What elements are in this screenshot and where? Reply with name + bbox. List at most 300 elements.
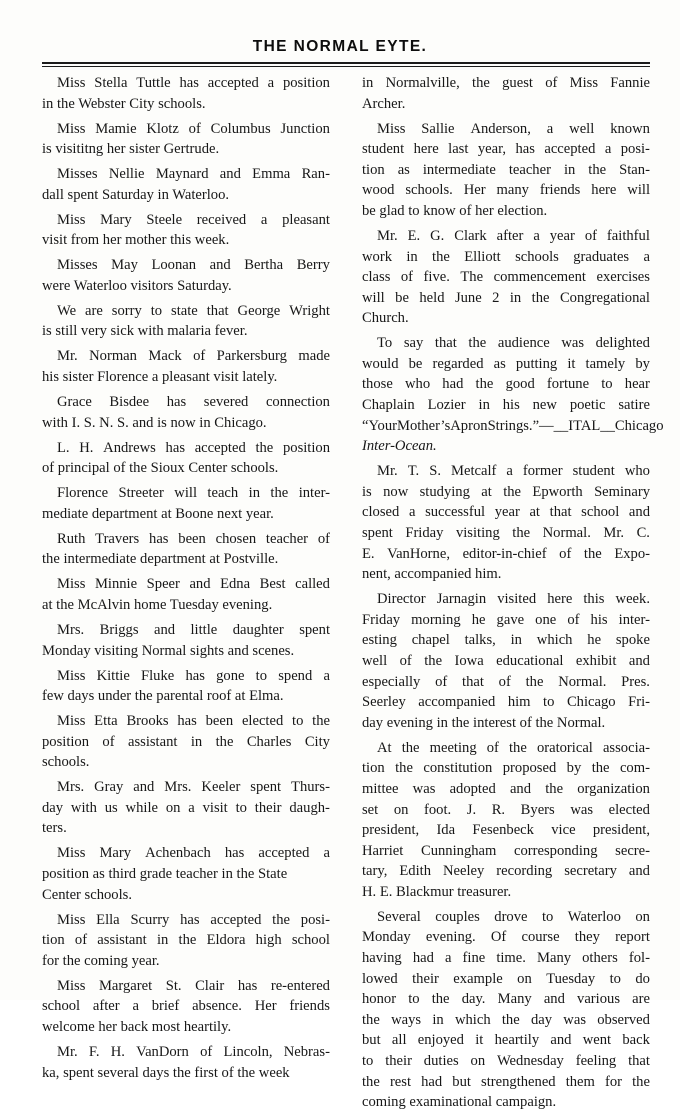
article-paragraph xyxy=(42,529,330,570)
word: has xyxy=(180,911,200,928)
word: St. xyxy=(165,977,182,994)
word: Lozier xyxy=(427,397,466,414)
word: strengthened xyxy=(481,1073,556,1090)
word: here xyxy=(547,591,573,608)
word: sorry xyxy=(111,302,142,319)
word: a xyxy=(506,463,513,480)
word: with xyxy=(70,799,97,816)
word: brief xyxy=(151,998,180,1015)
text-line xyxy=(362,354,650,375)
word: Mr. xyxy=(603,525,625,542)
word: esting xyxy=(362,632,397,649)
word: in xyxy=(248,485,260,502)
word: of xyxy=(193,348,206,365)
word: on xyxy=(393,801,409,818)
word: Congregational xyxy=(559,289,650,306)
word: accompanied xyxy=(418,694,496,711)
word: their xyxy=(254,799,282,816)
text-line xyxy=(362,1010,650,1031)
word: Parkersburg xyxy=(216,348,287,365)
word: of xyxy=(545,75,558,91)
word: J. xyxy=(466,801,477,818)
word: guest xyxy=(502,75,533,91)
word: H. xyxy=(110,1043,125,1060)
word: Norman xyxy=(89,348,137,365)
text-line xyxy=(42,930,330,951)
word: Miss xyxy=(57,211,86,228)
word: known xyxy=(610,120,650,137)
word: has xyxy=(166,394,187,411)
word: on xyxy=(635,908,650,925)
word: delighted xyxy=(595,335,650,352)
text-line xyxy=(362,1030,650,1051)
word: June xyxy=(454,289,482,306)
word: which xyxy=(536,632,573,649)
word: pleasant xyxy=(282,211,330,228)
article-paragraph xyxy=(42,438,330,479)
word: he xyxy=(471,611,486,628)
word: Best xyxy=(259,576,286,593)
word: Mr. xyxy=(377,227,398,244)
word: Clark xyxy=(454,227,487,244)
word: of xyxy=(74,932,88,949)
word: Expo- xyxy=(614,545,650,562)
word: spent xyxy=(250,779,282,796)
word: inter- xyxy=(618,611,650,628)
word: The xyxy=(460,269,484,286)
word: at xyxy=(481,483,492,500)
word: to xyxy=(150,302,163,319)
word: spend xyxy=(278,667,313,684)
word: lowed xyxy=(362,970,398,987)
word: schools xyxy=(515,248,559,265)
word: report xyxy=(615,929,650,946)
text-line xyxy=(362,333,650,354)
word: inter- xyxy=(298,485,330,502)
word: Cunningham xyxy=(420,842,497,859)
word: in xyxy=(510,632,522,649)
word: back xyxy=(622,1032,650,1049)
word: the xyxy=(545,780,564,797)
word: a xyxy=(132,998,139,1015)
word: the xyxy=(475,376,494,393)
word: Jarnagin xyxy=(436,591,487,608)
word: and xyxy=(209,257,231,274)
text-line: at the McAlvin home Tuesday evening. xyxy=(42,596,273,613)
word: has xyxy=(237,977,258,994)
text-line xyxy=(362,861,650,882)
word: his xyxy=(502,397,520,414)
word: the xyxy=(503,483,522,500)
word: Several xyxy=(377,908,421,925)
word: year xyxy=(549,227,575,244)
word: and xyxy=(628,652,650,669)
word: be xyxy=(408,355,423,372)
word: Miss xyxy=(57,75,86,91)
word: daughter xyxy=(232,621,284,638)
word: faithful xyxy=(606,227,650,244)
word: Seerley xyxy=(362,694,406,711)
word: and xyxy=(153,621,176,638)
word: had xyxy=(442,376,464,393)
text-line xyxy=(42,1042,330,1063)
word: to xyxy=(543,694,555,711)
word: editor-in-chief xyxy=(462,545,547,562)
word: to xyxy=(408,991,420,1008)
word: of xyxy=(498,673,511,690)
word: visited xyxy=(497,591,537,608)
word: ways xyxy=(391,1011,422,1028)
word: say xyxy=(403,335,424,352)
word: class xyxy=(362,269,391,286)
text-line: is still very sick with malaria fever. xyxy=(42,323,248,340)
word: this xyxy=(583,591,605,608)
word: Normal. xyxy=(542,525,591,542)
word: while xyxy=(125,799,158,816)
word: after xyxy=(496,227,524,244)
word: the xyxy=(362,1011,380,1028)
word: Ella xyxy=(96,911,120,928)
word: chapel xyxy=(411,632,450,649)
word: Friday xyxy=(405,525,444,542)
word: putting xyxy=(515,355,558,372)
word: the xyxy=(255,439,274,456)
word: T. xyxy=(407,463,420,480)
word: is xyxy=(362,483,372,500)
article-paragraph xyxy=(42,301,330,342)
text-line xyxy=(362,610,650,631)
word: spent xyxy=(299,621,330,638)
word: accepted xyxy=(210,911,262,928)
word: well xyxy=(569,120,595,137)
text-line xyxy=(362,523,650,544)
word: Waterloo xyxy=(567,908,621,925)
word: and xyxy=(543,991,565,1008)
word: Elliott xyxy=(464,248,501,265)
word: Florence xyxy=(57,485,109,502)
text-line: ka, spent several days the first of the week xyxy=(42,1064,290,1081)
word: school xyxy=(291,932,330,949)
word: he xyxy=(587,632,602,649)
text-line xyxy=(42,620,330,641)
article-paragraph xyxy=(362,461,650,585)
word: that xyxy=(434,335,457,352)
article-paragraph xyxy=(42,483,330,524)
text-line xyxy=(362,758,650,779)
word: high xyxy=(255,932,282,949)
word: poetic xyxy=(569,397,606,414)
text-line xyxy=(362,738,650,759)
word: Lincoln, xyxy=(223,1043,273,1060)
text-line xyxy=(42,164,330,185)
word: now xyxy=(383,483,409,500)
word: Harriet xyxy=(362,842,404,859)
word: Wednesday xyxy=(496,1053,564,1070)
word: Pres. xyxy=(621,673,650,690)
word: tary, xyxy=(362,863,388,880)
word: well xyxy=(362,652,388,669)
word: the xyxy=(215,733,234,750)
word: a xyxy=(267,75,275,91)
word: Achenbach xyxy=(145,845,211,862)
word: re-entered xyxy=(270,977,330,994)
word: the xyxy=(531,289,550,306)
word: of xyxy=(486,739,499,756)
word: the xyxy=(431,991,450,1008)
word: a xyxy=(533,227,540,244)
word: friends xyxy=(289,998,330,1015)
word: the xyxy=(468,335,487,352)
word: Klotz xyxy=(146,120,179,137)
word: absence. xyxy=(192,998,242,1015)
word: the xyxy=(501,1011,520,1028)
text-line xyxy=(362,841,650,862)
word: the xyxy=(272,911,291,928)
word: time. xyxy=(496,950,526,967)
word: Fluke xyxy=(141,667,175,684)
article-paragraph xyxy=(42,1042,330,1083)
text-line xyxy=(362,160,650,181)
word: Mary xyxy=(99,845,132,862)
text-line xyxy=(42,73,330,94)
article-paragraph xyxy=(362,589,650,733)
column-left xyxy=(42,73,330,1083)
word: but xyxy=(362,1032,381,1049)
text-line xyxy=(362,948,650,969)
text-line xyxy=(42,777,330,798)
word: wood xyxy=(362,182,395,199)
word: Emma xyxy=(252,166,291,183)
word: held xyxy=(419,289,445,306)
text-line xyxy=(42,529,330,550)
word: of xyxy=(399,652,412,669)
text-line: of principal of the Sioux Center schools. xyxy=(42,460,279,477)
text-line: mediate department at Boone next year. xyxy=(42,505,274,522)
word: and xyxy=(550,1032,572,1049)
word: and xyxy=(509,780,532,797)
word: Ruth xyxy=(57,530,86,547)
text-line xyxy=(362,630,650,651)
word: and xyxy=(628,863,650,880)
text-line: coming examinational campaign. xyxy=(362,1094,557,1111)
word: Mrs. xyxy=(57,779,85,796)
article-paragraph xyxy=(42,73,330,114)
word: of xyxy=(584,227,597,244)
word: studying xyxy=(419,483,470,500)
word: last xyxy=(448,141,469,158)
word: Mother’s xyxy=(397,417,451,434)
word: Chaplain xyxy=(362,397,415,414)
word: school xyxy=(581,504,620,521)
text-line xyxy=(362,502,650,523)
word: had xyxy=(421,1073,443,1090)
word: that xyxy=(549,504,572,521)
text-line xyxy=(362,119,650,140)
article-paragraph xyxy=(362,119,650,222)
word: Speer xyxy=(146,576,180,593)
word: Mr. xyxy=(57,1043,78,1060)
word: a xyxy=(323,845,330,862)
word: Mack xyxy=(148,348,182,365)
word: constitution xyxy=(423,760,493,777)
word: the xyxy=(362,1073,380,1090)
word: in xyxy=(190,733,203,750)
word: the xyxy=(178,932,197,949)
word: all xyxy=(391,1032,407,1049)
text-line xyxy=(362,651,650,672)
word: accepted xyxy=(544,141,596,158)
word: morning xyxy=(411,611,461,628)
text-line xyxy=(362,247,650,268)
word: Normal. xyxy=(558,673,607,690)
word: fortune xyxy=(546,376,590,393)
text-line xyxy=(42,483,330,504)
word: to xyxy=(255,667,268,684)
word: in xyxy=(362,75,374,91)
word: to xyxy=(292,713,304,730)
word: Normalville, xyxy=(385,75,460,91)
word: of xyxy=(188,120,201,137)
word: Mrs. xyxy=(57,621,85,638)
word: day xyxy=(530,1011,553,1028)
word: Monday xyxy=(362,929,411,946)
word: Minnie xyxy=(94,576,138,593)
text-line: his sister Florence a pleasant visit lately. xyxy=(42,369,278,386)
word: vice xyxy=(551,822,576,839)
word: fine xyxy=(462,950,486,967)
word: has xyxy=(149,530,169,547)
running-head xyxy=(0,38,680,56)
word: Apron xyxy=(450,417,488,434)
word: Scurry xyxy=(130,911,170,928)
text-line: the intermediate department at Postville. xyxy=(42,551,279,568)
word: year xyxy=(494,504,520,521)
word: “Your xyxy=(362,417,398,434)
text-line: be glad to know of her election. xyxy=(362,202,548,219)
word: Mary xyxy=(100,211,132,228)
word: has xyxy=(515,141,535,158)
word: meeting xyxy=(429,739,477,756)
text-line xyxy=(42,438,330,459)
word: Strings.”—__ITAL__Chicago xyxy=(487,417,664,434)
article-paragraph xyxy=(42,255,330,296)
word: evening. xyxy=(425,929,476,946)
word: Misses xyxy=(57,257,98,274)
word: talks, xyxy=(464,632,496,649)
word: of xyxy=(200,1043,213,1060)
word: Edna xyxy=(220,576,251,593)
text-line xyxy=(362,927,650,948)
article-paragraph xyxy=(42,976,330,1038)
text-line xyxy=(362,482,650,503)
word: and xyxy=(628,504,650,521)
word: the xyxy=(591,760,610,777)
word: Clair xyxy=(195,977,225,994)
text-line: with I. S. N. S. and is now in Chicago. xyxy=(42,414,267,431)
text-line: in the Webster City schools. xyxy=(42,95,206,112)
text-line xyxy=(362,589,650,610)
word: state xyxy=(171,302,198,319)
word: in xyxy=(563,161,576,178)
word: in xyxy=(432,1011,444,1028)
word: Many xyxy=(536,950,572,967)
word: has xyxy=(185,667,205,684)
word: daugh- xyxy=(289,799,330,816)
word: Stella xyxy=(94,75,128,91)
word: duties xyxy=(423,1053,459,1070)
word: teacher xyxy=(265,530,309,547)
word: Neeley xyxy=(442,863,485,880)
article-paragraph xyxy=(42,777,330,839)
word: Junction xyxy=(280,120,330,137)
word: many xyxy=(496,182,529,199)
word: former xyxy=(522,463,563,480)
word: Steele xyxy=(146,211,183,228)
word: week. xyxy=(615,591,650,608)
word: to xyxy=(235,799,247,816)
word: in xyxy=(478,397,490,414)
word: Ran- xyxy=(301,166,330,183)
word: president, xyxy=(592,822,650,839)
text-line xyxy=(42,666,330,687)
word: of xyxy=(400,269,414,286)
word: exercises xyxy=(596,269,650,286)
word: 2 xyxy=(492,289,500,306)
word: closed xyxy=(362,504,400,521)
word: their xyxy=(385,1053,412,1070)
article-paragraph xyxy=(362,333,664,457)
word: called xyxy=(295,576,330,593)
text-line xyxy=(362,1051,650,1072)
word: at xyxy=(529,504,540,521)
text-line: Center schools. xyxy=(42,886,132,903)
word: C. xyxy=(636,525,650,542)
text-line: nent, accompanied him. xyxy=(362,566,502,583)
text-line xyxy=(362,672,650,693)
text-line: is visititng her sister Gertrude. xyxy=(42,141,220,158)
word: Sallie xyxy=(421,120,455,137)
word: a xyxy=(546,120,554,137)
text-line xyxy=(362,416,664,437)
word: for xyxy=(604,1073,623,1090)
word: a xyxy=(604,141,612,158)
word: course xyxy=(521,929,560,946)
text-line xyxy=(362,139,650,160)
word: G. xyxy=(430,227,445,244)
word: visit xyxy=(202,799,228,816)
word: Anderson, xyxy=(470,120,531,137)
word: regarded xyxy=(432,355,484,372)
word: Fesenbeck xyxy=(472,822,534,839)
word: elected xyxy=(608,801,650,818)
word: and xyxy=(133,779,155,796)
word: and xyxy=(219,166,241,183)
word: fol- xyxy=(628,950,650,967)
word: the xyxy=(509,739,527,756)
word: the xyxy=(632,1073,650,1090)
article-paragraph xyxy=(42,164,330,205)
word: Friday xyxy=(362,611,401,628)
word: the xyxy=(312,713,330,730)
word: the xyxy=(432,248,450,265)
word: Nebras- xyxy=(283,1043,330,1060)
word: honor xyxy=(362,991,397,1008)
word: Her xyxy=(463,182,486,199)
word: gave xyxy=(496,611,525,628)
word: George xyxy=(237,302,281,319)
word: it xyxy=(567,355,576,372)
word: R. xyxy=(491,801,506,818)
